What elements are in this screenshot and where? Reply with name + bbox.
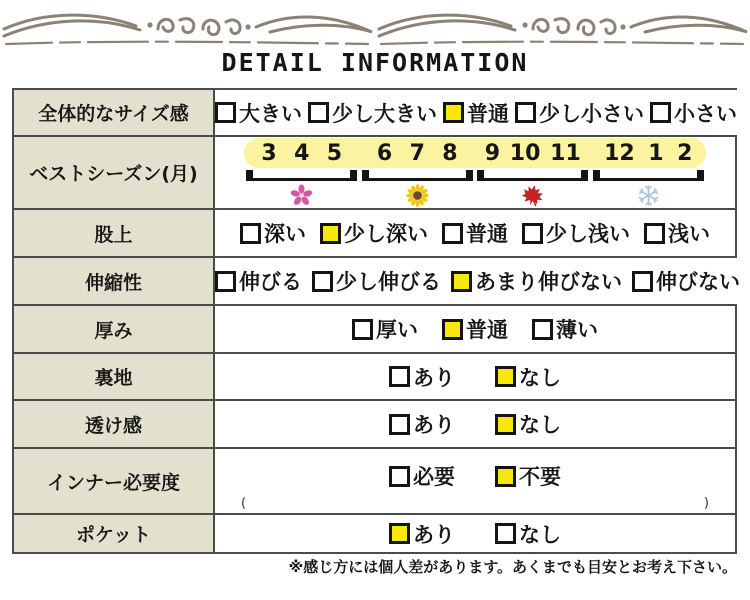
checkbox-icon	[451, 271, 472, 292]
option	[522, 218, 630, 248]
option	[451, 266, 622, 296]
option	[389, 409, 455, 439]
checkbox-icon	[215, 102, 236, 123]
option	[442, 218, 508, 248]
table-row-best-season	[14, 135, 735, 208]
row-label: 全体的なサイズ感	[14, 90, 215, 135]
season-month: 3	[261, 140, 277, 166]
option	[495, 409, 561, 439]
option-label: 必要	[413, 465, 455, 489]
season-months-pill	[244, 138, 706, 168]
option-label: 深い	[264, 222, 306, 246]
option-label: 伸びない	[656, 270, 740, 294]
option-label: 普通	[466, 318, 508, 342]
checkbox-icon	[215, 271, 236, 292]
season-month: 7	[409, 140, 425, 166]
table-row-rise	[14, 208, 735, 256]
option-label: 普通	[467, 101, 509, 126]
season-month: 10	[509, 140, 541, 166]
option	[215, 98, 302, 128]
option	[632, 266, 740, 296]
table-row-sheerness	[14, 399, 735, 447]
option	[389, 461, 455, 491]
checkbox-icon	[443, 102, 464, 123]
option-label: なし	[519, 522, 561, 547]
option-label: 薄い	[556, 318, 598, 342]
row-label: 裏地	[14, 354, 215, 399]
season-bracket	[362, 170, 473, 181]
option	[389, 519, 455, 549]
option	[495, 362, 561, 392]
season-bracket	[593, 170, 704, 181]
option	[352, 314, 418, 344]
season-month: 1	[648, 140, 664, 166]
row-label: インナー必要度	[14, 449, 215, 513]
table-row-overall-size	[14, 90, 735, 135]
row-label: 透け感	[14, 401, 215, 447]
snowflake-icon	[591, 184, 707, 208]
option-label: なし	[519, 365, 561, 390]
option	[495, 461, 561, 491]
season-month: 8	[442, 140, 458, 166]
option	[650, 98, 737, 128]
option-label: 少し伸びる	[336, 270, 441, 294]
option	[308, 98, 437, 128]
checkbox-icon	[312, 271, 333, 292]
checkbox-icon	[644, 223, 665, 244]
option-label: あり	[413, 365, 455, 390]
option	[215, 266, 302, 296]
flourish-ornament	[0, 2, 750, 50]
option	[644, 218, 710, 248]
option-label: 浅い	[668, 222, 710, 246]
option	[443, 98, 509, 128]
table-row-thickness	[14, 304, 735, 352]
option-label: 大きい	[239, 101, 302, 126]
maple-leaf-icon	[475, 184, 591, 208]
paren-open: (	[241, 496, 247, 511]
option-label: 普通	[466, 222, 508, 246]
season-month: 12	[604, 140, 635, 166]
season-month: 9	[484, 140, 501, 166]
checkbox-icon	[320, 223, 341, 244]
row-label: 厚み	[14, 306, 215, 352]
sunflower-icon	[360, 184, 476, 208]
checkbox-icon	[389, 414, 410, 435]
table-row-pocket	[14, 513, 735, 552]
checkbox-icon	[495, 523, 516, 544]
option	[312, 266, 441, 296]
option	[442, 314, 508, 344]
checkbox-icon	[308, 102, 329, 123]
option-label: あり	[413, 522, 455, 547]
option-label: 不要	[519, 465, 561, 489]
option	[320, 218, 428, 248]
row-label: 股上	[14, 210, 215, 256]
option-label: あり	[413, 413, 455, 437]
checkbox-icon	[240, 223, 261, 244]
option-label: 少し深い	[344, 222, 428, 246]
checkbox-icon	[632, 271, 653, 292]
option-label: あまり伸びない	[475, 270, 622, 294]
season-month: 6	[376, 140, 393, 166]
checkbox-icon	[389, 523, 410, 544]
option-label: 小さい	[674, 101, 737, 126]
cherry-blossom-icon	[244, 184, 360, 208]
option	[240, 218, 306, 248]
season-bracket	[246, 170, 357, 181]
checkbox-icon	[389, 466, 410, 487]
season-bracket	[477, 170, 588, 181]
row-label: 伸縮性	[14, 258, 215, 304]
checkbox-icon	[352, 319, 373, 340]
checkbox-icon	[495, 414, 516, 435]
checkbox-icon	[495, 466, 516, 487]
option-label: 少し大きい	[332, 101, 437, 126]
option-label: なし	[519, 413, 561, 437]
checkbox-icon	[532, 319, 553, 340]
option	[495, 519, 561, 549]
checkbox-icon	[650, 102, 671, 123]
checkbox-icon	[522, 223, 543, 244]
checkbox-icon	[389, 366, 410, 387]
option	[532, 314, 598, 344]
option	[389, 362, 455, 392]
season-month: 2	[677, 140, 693, 166]
season-month: 11	[550, 140, 581, 166]
table-row-lining	[14, 352, 735, 399]
season-chart	[215, 138, 735, 208]
checkbox-icon	[442, 223, 463, 244]
row-label: ポケット	[14, 515, 215, 552]
season-month: 4	[294, 140, 310, 166]
option-label: 少し浅い	[546, 222, 630, 246]
checkbox-icon	[495, 366, 516, 387]
option-label: 伸びる	[239, 270, 302, 294]
option-label: 厚い	[376, 318, 418, 342]
note-parentheses	[241, 497, 709, 510]
checkbox-icon	[442, 319, 463, 340]
option	[515, 98, 644, 128]
detail-information-table	[12, 88, 740, 554]
option-label: 少し小さい	[539, 101, 644, 126]
paren-close: )	[703, 496, 709, 511]
checkbox-icon	[515, 102, 536, 123]
table-row-stretch	[14, 256, 740, 304]
page-title: DETAIL INFORMATION	[221, 48, 529, 77]
disclaimer-note: ※感じ方には個人差があります。あくまでも目安とお考え下さい。	[288, 558, 737, 576]
table-row-inner-necessity	[14, 447, 735, 513]
row-label: ベストシーズン(月)	[14, 137, 215, 208]
season-month: 5	[326, 140, 343, 166]
